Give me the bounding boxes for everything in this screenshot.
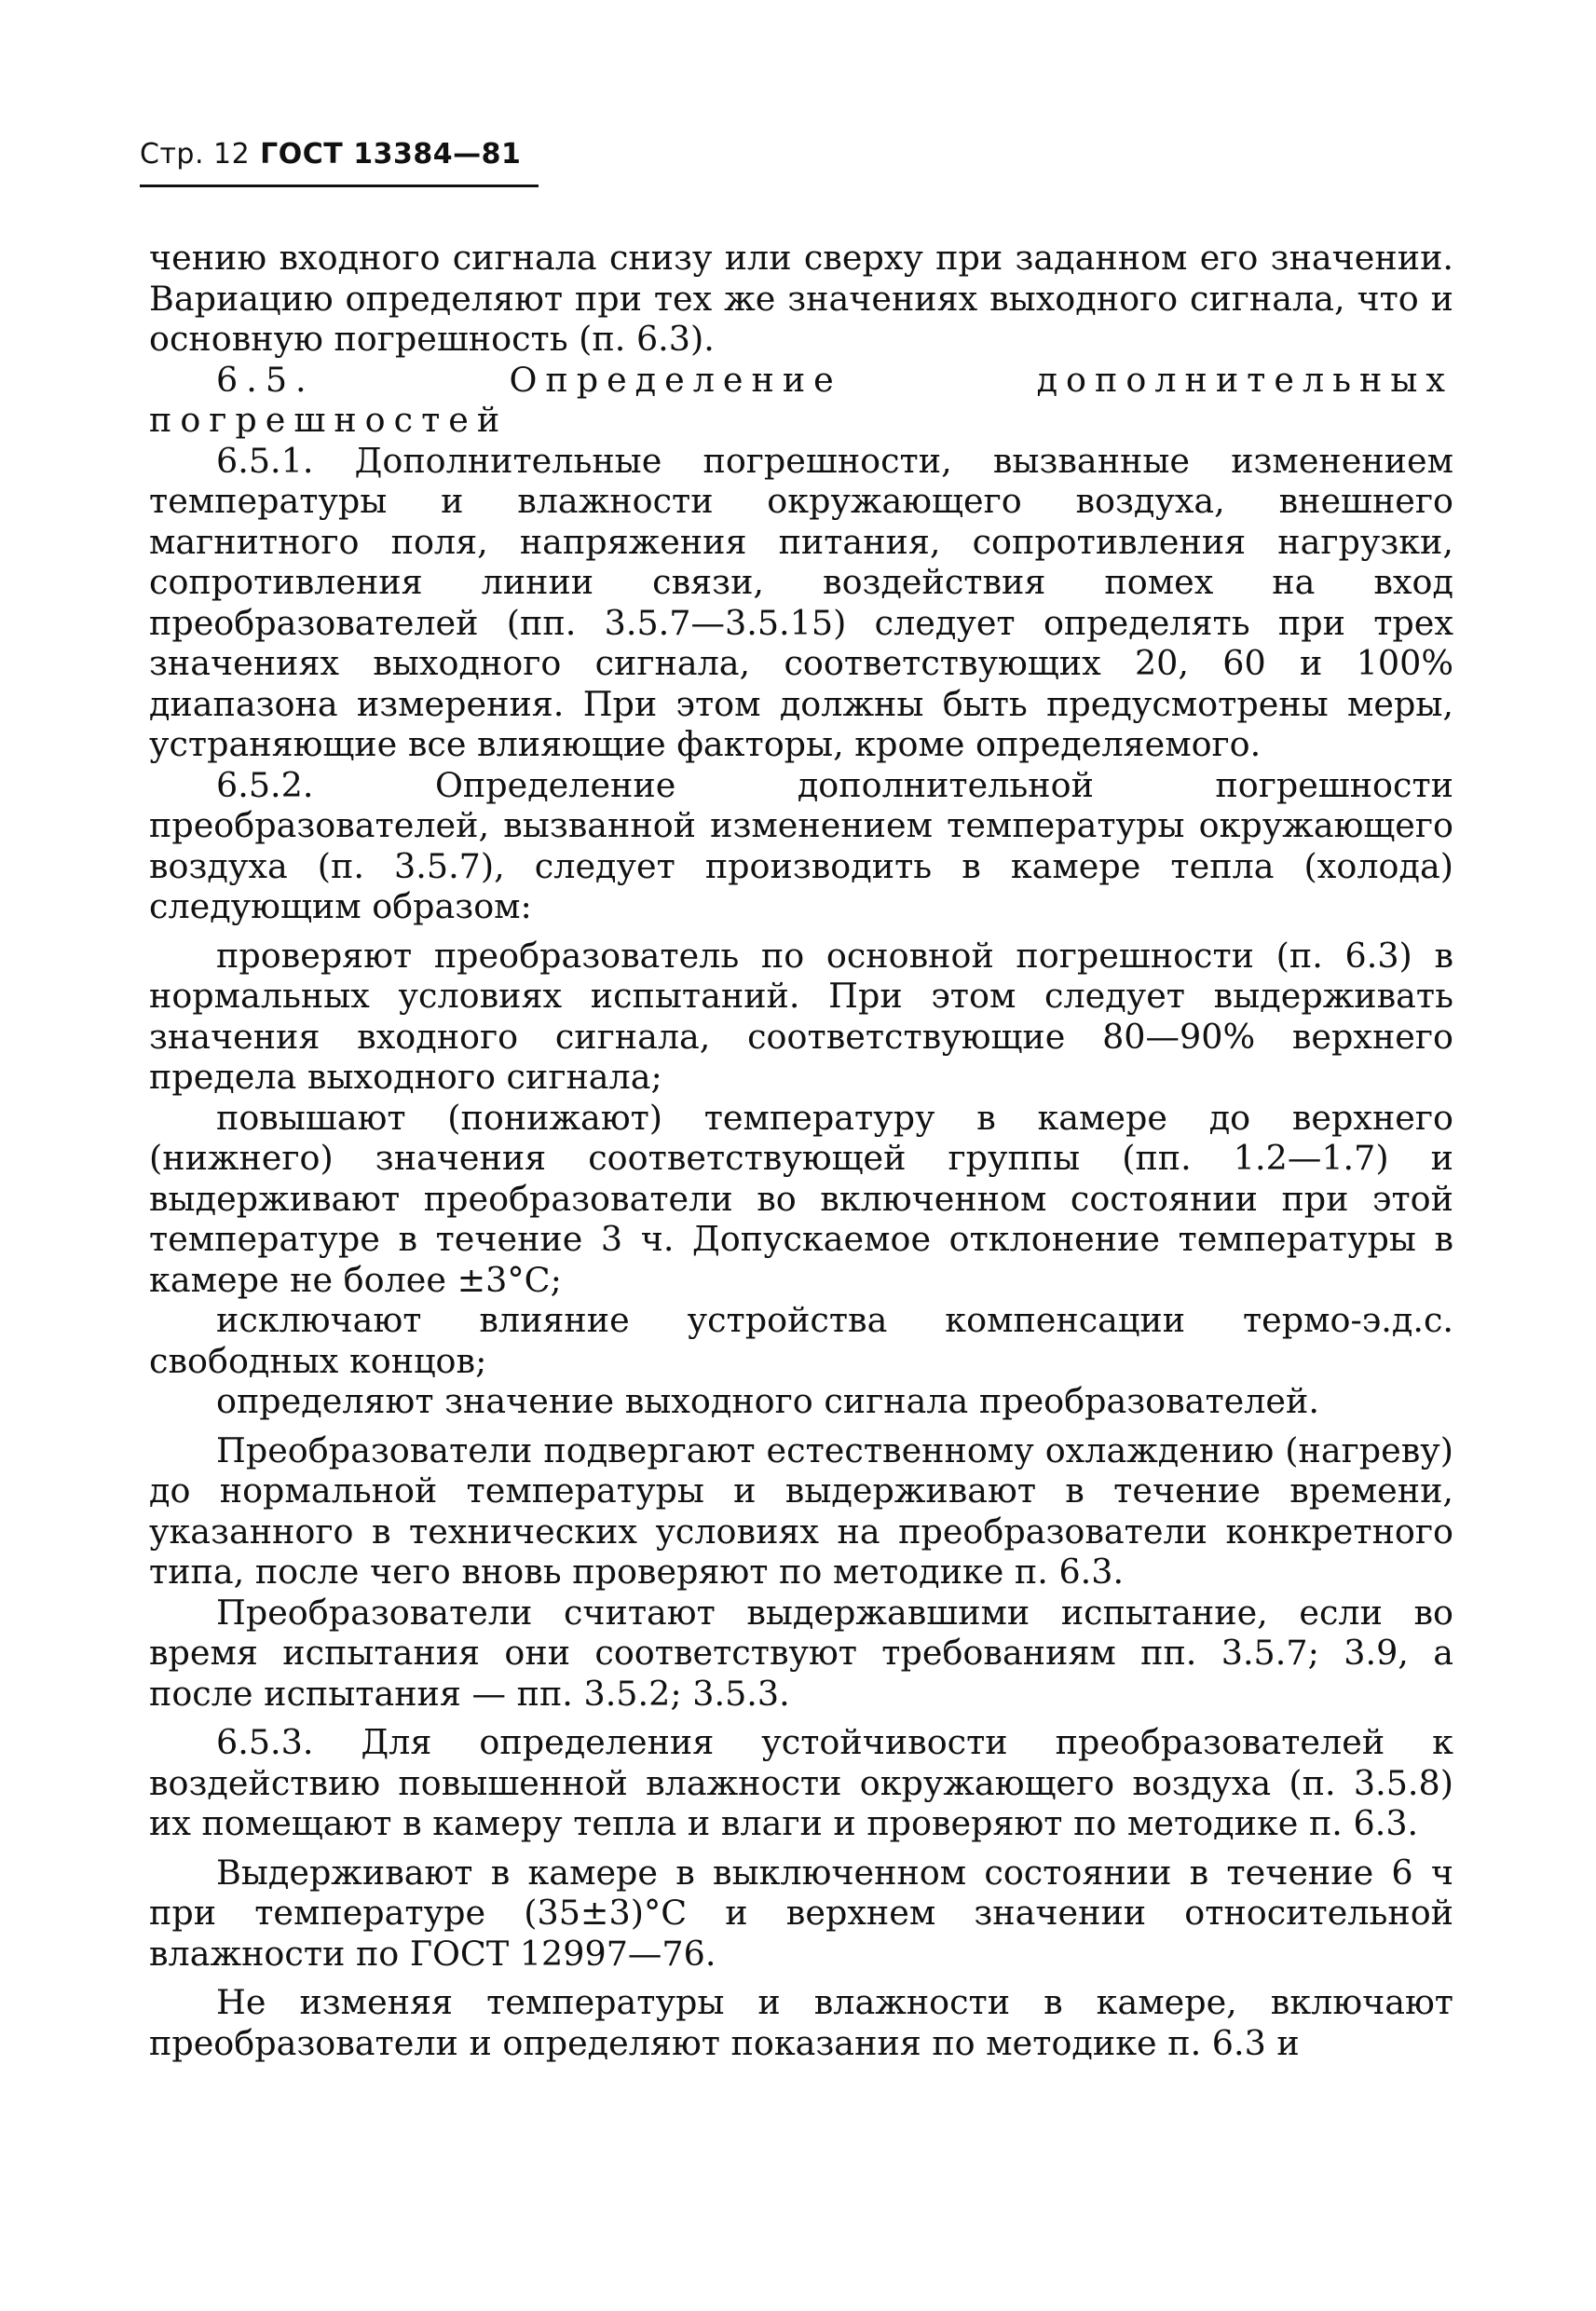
header-rule — [140, 185, 539, 187]
paragraph-6-5-3: 6.5.3. Для определения устойчивости преобразователей к воздействию повышенной влажности окружающего воздуха (п. 3.5.8) их помещают в камеру тепла и влаги и проверяют по методике п. 6.3. — [149, 1722, 1453, 1843]
document-body — [149, 238, 1453, 2063]
list-item-exclude-compensation: исключают влияние устройства компенсации термо-э.д.с. свободных концов; — [149, 1300, 1453, 1381]
paragraph-switch-on: Не изменяя температуры и влажности в камере, включают преобразователи и определяют показания по методике п. 6.3 и — [149, 1982, 1453, 2063]
page-number: Стр. 12 — [140, 138, 251, 171]
paragraph-continuation: чению входного сигнала снизу или сверху при заданном его значении. Вариацию определяют при тех же значениях выходного сигнала, что и основную погрешность (п. 6.3). — [149, 238, 1453, 359]
paragraph-humidity-exposure: Выдерживают в камере в выключенном состоянии в течение 6 ч при температуре (35±3)°С и верхнем значении относительной влажности по ГОСТ 12997—76. — [149, 1852, 1453, 1974]
list-item-measure-output: определяют значение выходного сигнала преобразователей. — [216, 1381, 1319, 1421]
paragraph-6-5-2: 6.5.2. Определение дополнительной погрешности преобразователей, вызванной изменением температуры окружающего воздуха (п. 3.5.7), следует производить в камере тепла (холода) следующим образом: — [149, 764, 1453, 926]
list-item-check-basic-error: проверяют преобразователь по основной погрешности (п. 6.3) в нормальных условиях испытаний. При этом следует выдерживать значения входного сигнала, соответствующие 80—90% верхнего предела выходного сигнала; — [149, 935, 1453, 1097]
paragraph-cooling: Преобразователи подвергают естественному охлаждению (нагреву) до нормальной температуры и выдерживают в течение времени, указанного в технических условиях на преобразователи конкретного типа, после чего вновь проверяют по методике п. 6.3. — [149, 1429, 1453, 1592]
paragraph-test-passed: Преобразователи считают выдержавшими испытание, если во время испытания они соответствуют требованиям пп. 3.5.7; 3.9, а после испытания — пп. 3.5.2; 3.5.3. — [149, 1592, 1453, 1714]
paragraph-6-5-1: 6.5.1. Дополнительные погрешности, вызванные изменением температуры и влажности окружающего воздуха, внешнего магнитного поля, напряжения питания, сопротивления нагрузки, сопротивления линии связи, воздействия помех на вход преобразователей (пп. 3.5.7—3.5.15) следует определять при трех значениях выходного сигнала, соответствующих 20, 60 и 100% диапазона измерения. При этом должны быть предусмотрены меры, устраняющие все влияющие факторы, кроме определяемого. — [149, 440, 1453, 764]
standard-number: ГОСТ 13384—81 — [260, 138, 522, 171]
list-item-raise-temperature: повышают (понижают) температуру в камере до верхнего (нижнего) значения соответствующей группы (пп. 1.2—1.7) и выдерживают преобразователи во включенном состоянии при этой температуре в течение 3 ч. Допускаемое отклонение температуры в камере не более ±3°С; — [149, 1097, 1453, 1300]
section-heading-6-5: 6.5. Определение дополнительных погрешностей — [149, 359, 1453, 440]
page-header — [140, 138, 521, 171]
